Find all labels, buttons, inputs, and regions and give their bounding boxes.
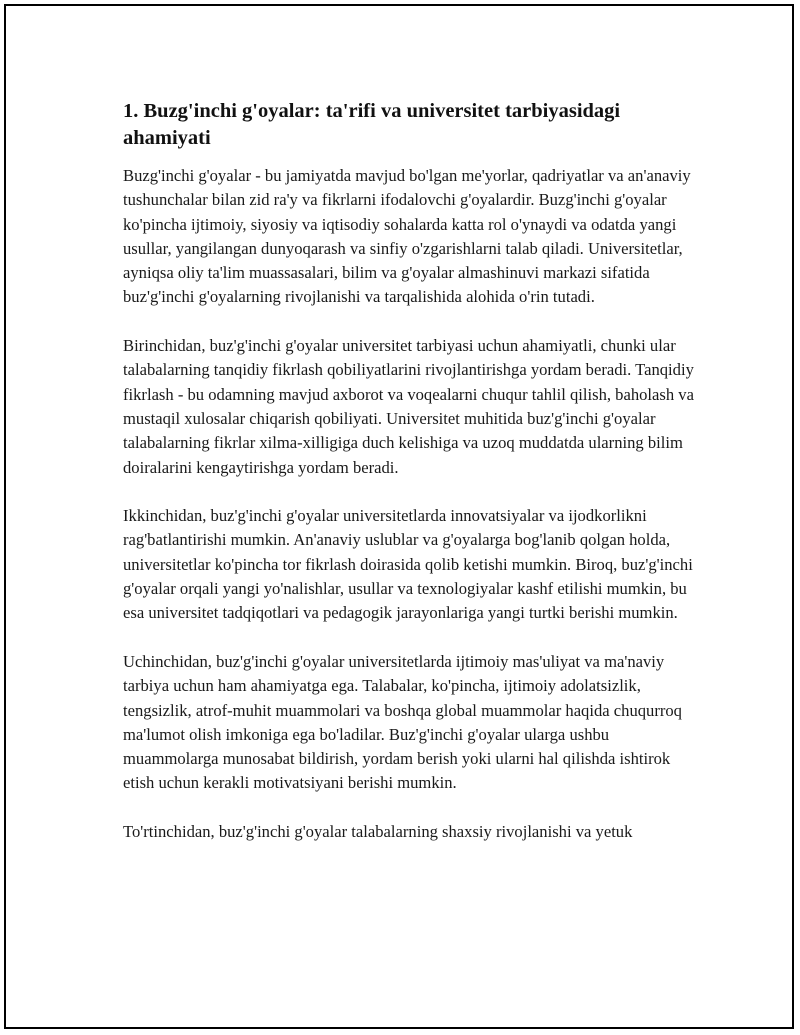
document-body xyxy=(123,98,701,869)
page-frame xyxy=(4,4,794,1029)
paragraph-first-point: Birinchidan, buz'g'inchi g'oyalar universitet tarbiyasi uchun ahamiyatli, chunki ular talabalarning tanqidiy fikrlash qobiliyatlarini rivojlantirishga yordam beradi. Tanqidiy fikrlash - bu odamning mavjud axborot va voqealarni chuqur tahlil qilish, baholash va mustaqil xulosalar chiqarish qobiliyati. Universitet muhitida buz'g'inchi g'oyalar talabalarning fikrlar xilma-xilligiga duch kelishiga va uzoq muddatda ularning bilim doiralarini kengaytirishga yordam beradi. xyxy=(123,336,694,477)
paragraph-third-point: Uchinchidan, buz'g'inchi g'oyalar universitetlarda ijtimoiy mas'uliyat va ma'naviy tarbiya uchun ham ahamiyatga ega. Talabalar, ko'pincha, ijtimoiy adolatsizlik, tengsizlik, atrof-muhit muammolari va boshqa global muammolar haqida chuqurroq ma'lumot olish imkoniga ega bo'ladilar. Buz'g'inchi g'oyalar ularga ushbu muammolarga munosabat bildirish, yordam berish yoki ularni hal qilishda ishtirok etish uchun kerakli motivatsiyani berishi mumkin. xyxy=(123,651,682,793)
paragraph-definition: Buzg'inchi g'oyalar - bu jamiyatda mavjud bo'lgan me'yorlar, qadriyatlar va an'anaviy tushunchalar bilan zid ra'y va fikrlarni ifodalovchi g'oyalardir. Buzg'inchi g'oyalar ko'pincha ijtimoiy, siyosiy va iqtisodiy sohalarda katta rol o'ynaydi va odatda yangi usullar, yangilangan dunyoqarash va sinfiy o'zgarishlarni talab qiladi. Universitetlar, ayniqsa oliy ta'lim muassasalari, bilim va g'oyalar almashinuvi markazi sifatida buz'g'inchi g'oyalarning rivojlanishi va tarqalishida alohida o'rin tutadi. xyxy=(123,166,691,307)
paragraph-fourth-point: To'rtinchidan, buz'g'inchi g'oyalar talabalarning shaxsiy rivojlanishi va yetuk xyxy=(123,822,633,842)
paragraph-second-point: Ikkinchidan, buz'g'inchi g'oyalar universitetlarda innovatsiyalar va ijodkorlikni rag'batlantirishi mumkin. An'anaviy uslublar va g'oyalarga bog'lanib qolgan holda, universitetlar ko'pincha tor fikrlash doirasida qolib ketishi mumkin. Biroq, buz'g'inchi g'oyalar orqali yangi yo'nalishlar, usullar va texnologiyalar kashf etilishi mumkin, bu esa universitet tadqiqotlari va pedagogik jarayonlariga yangi turtki berishi mumkin. xyxy=(123,506,693,623)
section-heading: 1. Buzg'inchi g'oyalar: ta'rifi va universitet tarbiyasidagi ahamiyati xyxy=(123,100,621,149)
